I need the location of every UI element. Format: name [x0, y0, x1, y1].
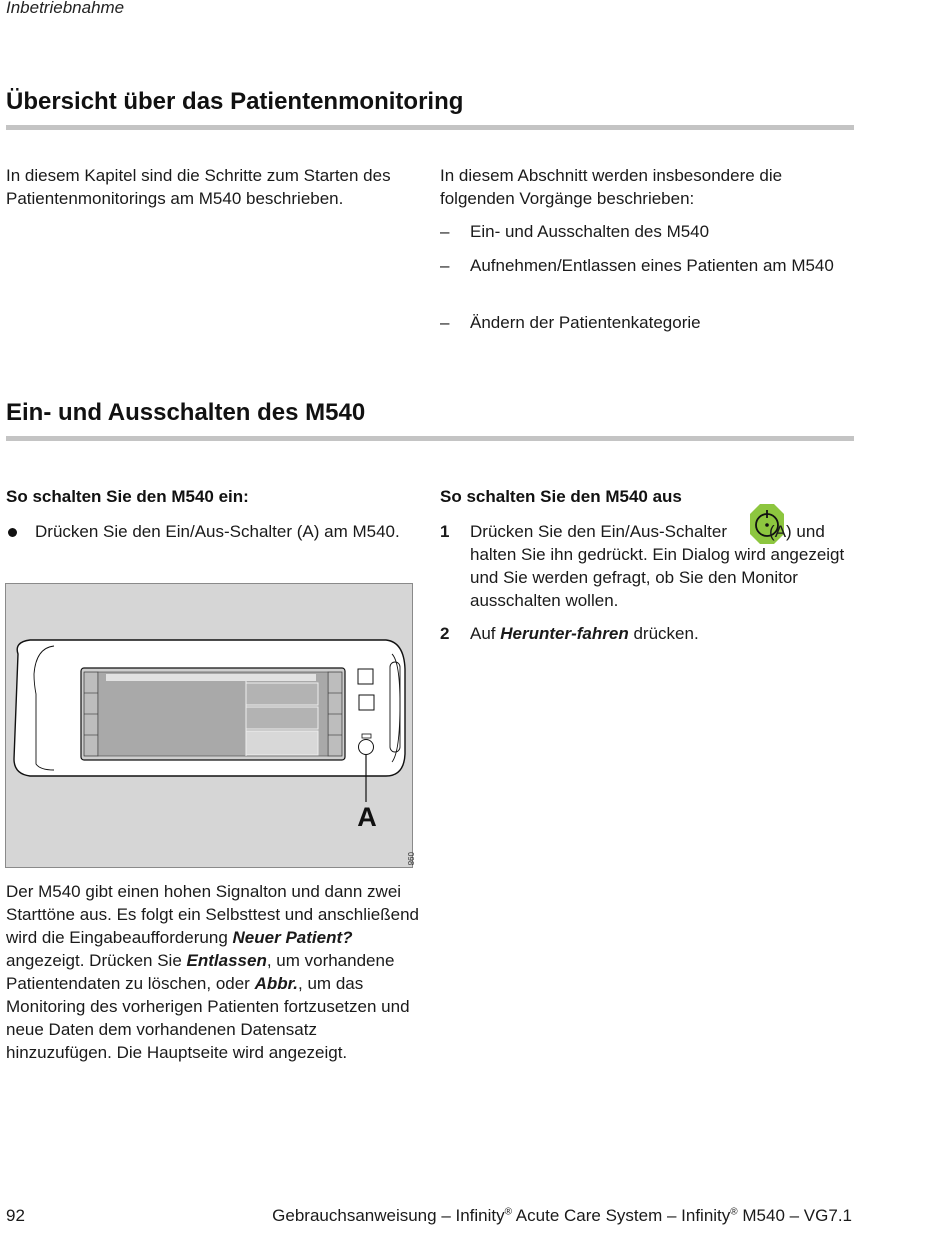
step-emphasis: Herunter-fahren	[500, 624, 629, 643]
footer-title	[272, 1206, 852, 1226]
switch-on-heading: So schalten Sie den M540 ein:	[6, 487, 249, 506]
overview-intro: In diesem Kapitel sind die Schritte zum Starten des Patientenmonitorings am M540 beschrieben.	[6, 166, 391, 208]
step-item	[440, 520, 850, 612]
dash-mark: –	[440, 256, 450, 275]
hard-key	[358, 669, 373, 684]
registered-mark: ®	[504, 1206, 513, 1218]
list-item	[6, 520, 416, 566]
list-item-text: Ein- und Ausschalten des M540	[470, 222, 710, 241]
text-run: , um vorhandene Patientendaten zu löschen, oder	[6, 951, 395, 993]
footer-text: M540 – VG7.1	[737, 1206, 852, 1225]
section-rule	[6, 125, 854, 130]
step-number: 2	[440, 624, 450, 643]
text-run: Der M540 gibt einen hohen Signalton und dann zwei Starttöne aus. Es folgt ein Selbsttest und anschließend wird die Eingabeaufforderung	[6, 882, 419, 947]
screen-panel	[246, 707, 318, 729]
section-title-overview: Übersicht über das Patientenmonitoring	[6, 88, 464, 115]
list-item-text: Aufnehmen/Entlassen eines Patienten am M540	[470, 256, 834, 275]
bullet-dot	[8, 528, 17, 537]
footer-text: Gebrauchsanweisung – Infinity	[272, 1206, 505, 1225]
step-text-part: (A) und halten Sie ihn gedrückt. Ein Dialog wird angezeigt und Sie werden gefragt, ob Sie den Monitor ausschalten wollen.	[470, 522, 845, 610]
hard-key	[359, 695, 374, 710]
step-text-part: Drücken Sie den Ein/Aus-Schalter	[470, 522, 728, 541]
text-run: angezeigt. Drücken Sie	[6, 951, 182, 970]
dash-mark: –	[440, 313, 450, 332]
screen-panel	[246, 731, 318, 755]
step-text-part: drücken.	[633, 624, 699, 643]
startup-description	[6, 880, 421, 1064]
emphasis-discharge: Entlassen	[186, 951, 267, 970]
m540-illustration	[6, 584, 412, 867]
status-led	[362, 734, 371, 738]
list-item	[440, 220, 850, 243]
overview-right-intro: In diesem Abschnitt werden insbesondere die folgenden Vorgänge beschrieben:	[440, 166, 783, 208]
registered-mark: ®	[730, 1206, 738, 1218]
emphasis-cancel: Abbr.	[254, 974, 299, 993]
section-rule	[6, 436, 854, 441]
device-figure	[5, 583, 413, 868]
step-text	[470, 622, 855, 645]
emphasis-new-patient: Neuer Patient?	[232, 928, 353, 947]
step-text	[470, 520, 855, 612]
step-text-part: Auf	[470, 624, 496, 643]
switch-off-heading: So schalten Sie den M540 aus	[440, 487, 682, 506]
step-item	[440, 622, 850, 645]
list-item-text: Ändern der Patientenkategorie	[470, 313, 701, 332]
list-item	[440, 254, 850, 300]
figure-id: 098	[406, 852, 415, 866]
callout-label: A	[357, 802, 377, 832]
list-item	[440, 311, 850, 334]
power-switch	[359, 740, 374, 755]
text-run: , um das Monitoring des vorherigen Patienten fortzusetzen und neue Daten dem vorhandenen Datensatz hinzuzufügen. Die Hauptseite wird angezeigt.	[6, 974, 410, 1062]
dash-mark: –	[440, 222, 450, 241]
step-number: 1	[440, 522, 450, 541]
list-item-text: Drücken Sie den Ein/Aus-Schalter (A) am M540.	[35, 522, 400, 541]
section-title-power: Ein- und Ausschalten des M540	[6, 399, 366, 426]
screen-panel	[246, 683, 318, 705]
page-number: 92	[6, 1206, 25, 1225]
screen-header-bar	[106, 674, 316, 681]
footer-text: Acute Care System – Infinity	[512, 1206, 731, 1225]
running-head: Inbetriebnahme	[6, 0, 125, 17]
